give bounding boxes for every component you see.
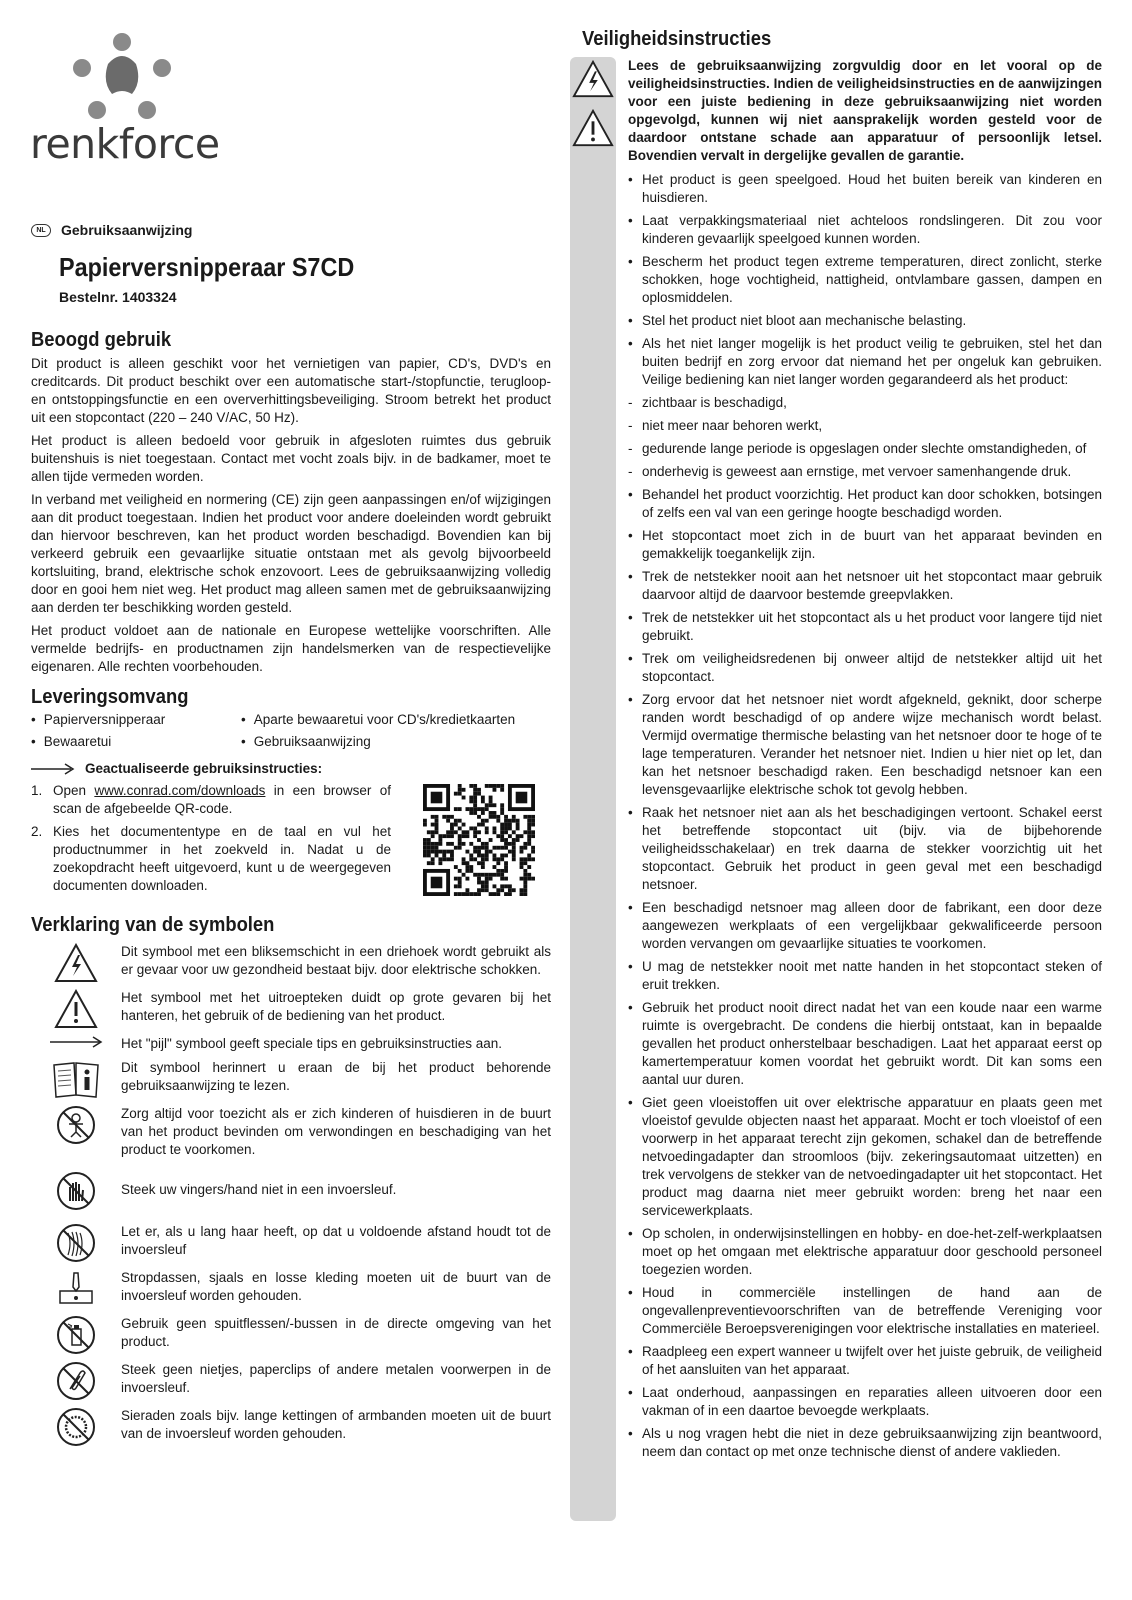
symbol-text: Dit symbool met een bliksemschicht in een driehoek wordt gebruikt als er gevaar voor uw gezondheid bestaat bijv. door elektrische schokken.: [121, 944, 551, 977]
symbol-text: Steek geen nietjes, paperclips of andere metalen voorwerpen in de invoersleuf.: [121, 1362, 551, 1395]
updated-instructions-heading: Geactualiseerde gebruiksinstructies:: [85, 761, 323, 776]
symbol-row: [31, 1105, 551, 1159]
safety-subitem: - zichtbaar is beschadigd,: [628, 394, 1102, 412]
safety-item: • Trek de netstekker nooit aan het netsnoer uit het stopcontact maar gebruik daarvoor altijd de daarvoor bestemde greepvlakken.: [628, 568, 1102, 604]
symbol-row: [31, 1269, 551, 1309]
exclamation-triangle-icon: [572, 108, 614, 148]
scope-list: [31, 711, 551, 751]
symbol-row: [31, 1223, 551, 1263]
downloads-link[interactable]: www.conrad.com/downloads: [94, 783, 266, 798]
right-column: [582, 28, 1102, 1466]
symbol-text: Het symbool met het uitroepteken duidt op grote gevaren bij het hanteren, het gebruik of de bediening van het product.: [121, 990, 551, 1023]
safety-item: • Stel het product niet bloot aan mechanische belasting.: [628, 312, 1102, 330]
scope-heading: Leveringsomvang: [31, 686, 189, 708]
page-title: Papierversnipperaar S7CD: [59, 252, 355, 282]
safety-item: • Als u nog vragen hebt die niet in deze gebruiksaanwijzing zijn beantwoord, neem dan contact op met onze technische dienst of andere vaklieden.: [628, 1425, 1102, 1461]
safety-subitem: - onderhevig is geweest aan ernstige, met vervoer samenhangende druk.: [628, 463, 1102, 481]
qr-code[interactable]: [423, 784, 535, 896]
step-text: [53, 782, 391, 818]
intended-use-section: [31, 329, 551, 676]
safety-list: [628, 171, 1102, 1461]
arrow-icon: [48, 1035, 104, 1049]
lightning-triangle-icon: [572, 59, 614, 99]
step-text-pre: Open: [53, 783, 95, 798]
safety-item: • Het product is geen speelgoed. Houd het buiten bereik van kinderen en huisdieren.: [628, 171, 1102, 207]
long-hair-icon: [56, 1223, 96, 1263]
step-item: [31, 782, 391, 818]
intended-use-paragraph: Het product voldoet aan de nationale en Europese wettelijke voorschriften. Alle vermelde bedrijfs- en productnamen zijn handelsmerken van de respectievelijke eigenaren. Alle rechten voorbehouden.: [31, 623, 551, 674]
symbol-row: [31, 1361, 551, 1401]
symbol-row: [31, 1059, 551, 1099]
step-number: 2.: [31, 824, 43, 839]
safety-item: • Trek de netstekker uit het stopcontact als u het product voor langere tijd niet gebruikt.: [628, 609, 1102, 645]
symbol-row: [31, 989, 551, 1029]
arrow-icon: [31, 763, 75, 775]
safety-item: • Raadpleeg een expert wanneer u twijfelt over het juiste gebruik, de veiligheid of het aansluiten van het apparaat.: [628, 1343, 1102, 1379]
safety-item: • Giet geen vloeistoffen uit over elektrische apparatuur en plaats geen met vloeistof gevulde objecten naast het apparaat. Mocht er toch vloeistof of een voorwerp in het apparaat terecht zijn gekomen, schakel dan de betreffende netvoedingadapter dan stroomloos (bijv. zekeringsautomaat uitzetten) en trek vervolgens de stekker van de netvoedingadapter uit het stopcontact. Het product mag daarna niet meer gebruikt worden: breng het naar een servicewerkplaats.: [628, 1094, 1102, 1220]
safety-item: • Het stopcontact moet zich in de buurt van het apparaat bevinden en gemakkelijk toegankelijk zijn.: [628, 527, 1102, 563]
symbol-text: Steek uw vingers/hand niet in een invoersleuf.: [121, 1182, 397, 1197]
safety-item: • Houd in commerciële instellingen de hand aan de ongevallenpreventievoorschriften van de betreffende Vereniging voor Commerciële Beroepsverenigingen voor elektrische installaties en materieel.: [628, 1284, 1102, 1338]
updated-instructions-heading-row: [31, 761, 551, 776]
safety-intro: Lees de gebruiksaanwijzing zorgvuldig door en let vooral op de veiligheidsinstructies. Indien de veiligheidsinstructies en de aanwijzingen voor een juiste bediening in deze gebruiksaanwijzing niet worden opgevolgd, kunnen wij niet aansprakelijk worden gesteld voor de daardoor ontstane schade aan apparatuur of persoonlijk letsel. Bovendien vervalt in dergelijke gevallen de garantie.: [628, 58, 1102, 163]
order-number: Bestelnr. 1403324: [59, 289, 177, 305]
symbol-text: Let er, als u lang haar heeft, op dat u voldoende afstand houdt tot de invoersleuf: [121, 1224, 551, 1257]
exclamation-triangle-icon: [54, 989, 98, 1029]
symbol-row: [31, 943, 551, 983]
symbol-text: Sieraden zoals bijv. lange kettingen of armbanden moeten uit de buurt van de invoersleuf worden gehouden.: [121, 1408, 551, 1441]
safety-item: • Behandel het product voorzichtig. Het product kan door schokken, botsingen of zelfs een val van een geringe hoogte beschadigd worden.: [628, 486, 1102, 522]
safety-item: • Gebruik het product nooit direct nadat het van een koude naar een warme ruimte is overgebracht. De condens die hierbij ontstaat, kan in bepaalde gevallen het product onherstelbaar beschadigen. Laat het apparaat eerst op kamertemperatuur komen voordat het gebruikt wordt. Dit kan soms een aantal uur duren.: [628, 999, 1102, 1089]
brand-logo: [30, 28, 230, 168]
intended-use-paragraph: Dit product is alleen geschikt voor het vernietigen van papier, CD's, DVD's en creditcards. Dit product beschikt over een automatische start-/stopfunctie, terugloop- en ontstoppingsfunctie en een oververhittingsbeveiliging. Stroom betrekt het product uit een stopcontact (220 – 240 V/AC, 50 Hz).: [31, 356, 551, 425]
no-children-pets-icon: [56, 1105, 96, 1145]
brand-wordmark: renkforce: [30, 120, 220, 168]
symbol-row: [31, 1407, 551, 1447]
left-column: [31, 222, 551, 1447]
safety-item: • Als het niet langer mogelijk is het product veilig te gebruiken, stel het dan buiten bedrijf en zorg ervoor dat niemand het per ongeluk kan gebruiken. Veilige bediening kan niet langer worden gegarandeerd als het product:: [628, 335, 1102, 389]
safety-item: • Zorg ervoor dat het netsnoer niet wordt afgekneld, geknikt, door scherpe randen wordt beschadigd of op andere wijze mechanisch wordt belast. Vermijd overmatige thermische belasting van het netsnoer door te hoge of te lage temperaturen. Verander het netsnoer niet. Indien u hier niet op let, dan kan het netsnoer beschadigd raken. Een beschadigd netsnoer kan een levensgevaarlijke elektrische schok tot gevolg hebben.: [628, 691, 1102, 799]
safety-subitem: - niet meer naar behoren werkt,: [628, 417, 1102, 435]
symbols-heading: Verklaring van de symbolen: [31, 914, 275, 936]
safety-heading: Veiligheidsinstructies: [582, 28, 772, 50]
lightning-triangle-icon: [54, 943, 98, 983]
updated-instructions: [31, 782, 551, 900]
symbol-row: [31, 1315, 551, 1355]
tie-scarf-icon: [56, 1269, 96, 1309]
safety-item: • U mag de netstekker nooit met natte handen in het stopcontact steken of eruit trekken.: [628, 958, 1102, 994]
language-badge: NL: [31, 224, 51, 237]
symbol-row: [31, 1035, 551, 1053]
intended-use-paragraph: In verband met veiligheid en normering (CE) zijn geen aanpassingen en/of wijzigingen aan dit product toegestaan. Indien het product voor andere doeleinden wordt gebruikt dan hiervoor beschreven, kan het product worden beschadigd. Bovendien kan bij verkeerd gebruik een gevaarlijke situatie ontstaan met als gevolg bijvoorbeeld kortsluiting, brand, elektrische schok enzovoort. Lees de gebruiksaanwijzing volledig door en gooi hem niet weg. Het product mag alleen samen met de gebruiksaanwijzing aan derden ter beschikking worden gesteld.: [31, 492, 551, 615]
symbol-text: Gebruik geen spuitflessen/-bussen in de directe omgeving van het product.: [121, 1316, 551, 1349]
step-number: 1.: [31, 783, 43, 798]
manual-info-icon: [52, 1059, 100, 1099]
safety-item: • Laat verpakkingsmateriaal niet achteloos rondslingeren. Dit zou voor kinderen gevaarlijk speelgoed kunnen worden.: [628, 212, 1102, 248]
doc-type-row: [31, 222, 551, 238]
scope-section: [31, 686, 551, 900]
symbols-section: [31, 914, 551, 1447]
no-jewelry-icon: [56, 1407, 96, 1447]
step-item: [31, 823, 391, 895]
intended-use-heading: Beoogd gebruik: [31, 329, 172, 351]
brand-logo-icon: [30, 28, 230, 123]
symbol-text: Zorg altijd voor toezicht als er zich kinderen of huisdieren in de buurt van het product bevinden om verwondingen en beschadiging van het product te voorkomen.: [121, 1106, 551, 1157]
safety-box: [582, 57, 1102, 1461]
safety-item: • Trek om veiligheidsredenen bij onweer altijd de netstekker altijd uit het stopcontact.: [628, 650, 1102, 686]
scope-item: • Gebruiksaanwijzing: [241, 733, 541, 751]
symbol-text: Dit symbool herinnert u eraan de bij het product behorende gebruiksaanwijzing te lezen.: [121, 1060, 551, 1093]
step-text: Kies het documententype en de taal en vul het productnummer in het zoekveld in. Nadat u de zoekopdracht heeft uitgevoerd, kunt u de weergegeven documenten downloaden.: [53, 824, 391, 893]
sidebar-bar: [570, 57, 616, 1521]
safety-subitem: - gedurende lange periode is opgeslagen onder slechte omstandigheden, of: [628, 440, 1102, 458]
safety-item: • Een beschadigd netsnoer mag alleen door de fabrikant, een door deze aangewezen werkplaats of een vergelijkbaar gekwalificeerde persoon worden vervangen om gevaarlijke situaties te voorkomen.: [628, 899, 1102, 953]
scope-item: • Aparte bewaaretui voor CD's/kredietkaarten: [241, 711, 541, 729]
intended-use-paragraph: Het product is alleen bedoeld voor gebruik in afgesloten ruimtes dus gebruik buitenshuis is niet toegestaan. Contact met vocht zoals bijv. in de badkamer, moet te allen tijde vermeden worden.: [31, 433, 551, 484]
symbol-text: Stropdassen, sjaals en losse kleding moeten uit de buurt van de invoersleuf worden gehouden.: [121, 1270, 551, 1303]
symbol-row: [31, 1171, 551, 1211]
scope-item: • Bewaaretui: [31, 733, 241, 751]
step-text-post: in een browser of scan de afgebeelde QR-code.: [53, 783, 391, 816]
steps-list: [31, 782, 391, 900]
safety-item: • Raak het netsnoer niet aan als het beschadigingen vertoont. Schakel eerst het betreffende stopcontact uit (bijv. via de bijbehorende veiligheidsschakelaar) en trek daarna de stekker voorzichtig uit het stopcontact. Gebruik het product in geen geval met een beschadigd netsnoer.: [628, 804, 1102, 894]
safety-item: • Bescherm het product tegen extreme temperaturen, direct zonlicht, sterke schokken, hoge vochtigheid, nattigheid, ontvlambare gassen, dampen en oplosmiddelen.: [628, 253, 1102, 307]
scope-item: • Papierversnipperaar: [31, 711, 241, 729]
symbols-list: [31, 943, 551, 1447]
symbol-text: Het "pijl" symbool geeft speciale tips en gebruiksinstructies aan.: [121, 1036, 503, 1051]
no-hands-icon: [56, 1171, 96, 1211]
doc-type: Gebruiksaanwijzing: [61, 222, 193, 238]
no-spray-icon: [56, 1315, 96, 1355]
safety-item: • Op scholen, in onderwijsinstellingen en hobby- en doe-het-zelf-werkplaatsen moet op het omgaan met elektrische apparatuur door geschoold personeel toegezien worden.: [628, 1225, 1102, 1279]
no-paperclip-icon: [56, 1361, 96, 1401]
safety-item: • Laat onderhoud, aanpassingen en reparaties alleen uitvoeren door een vakman of in een daartoe bevoegde werkplaats.: [628, 1384, 1102, 1420]
warning-icons: [572, 59, 614, 153]
